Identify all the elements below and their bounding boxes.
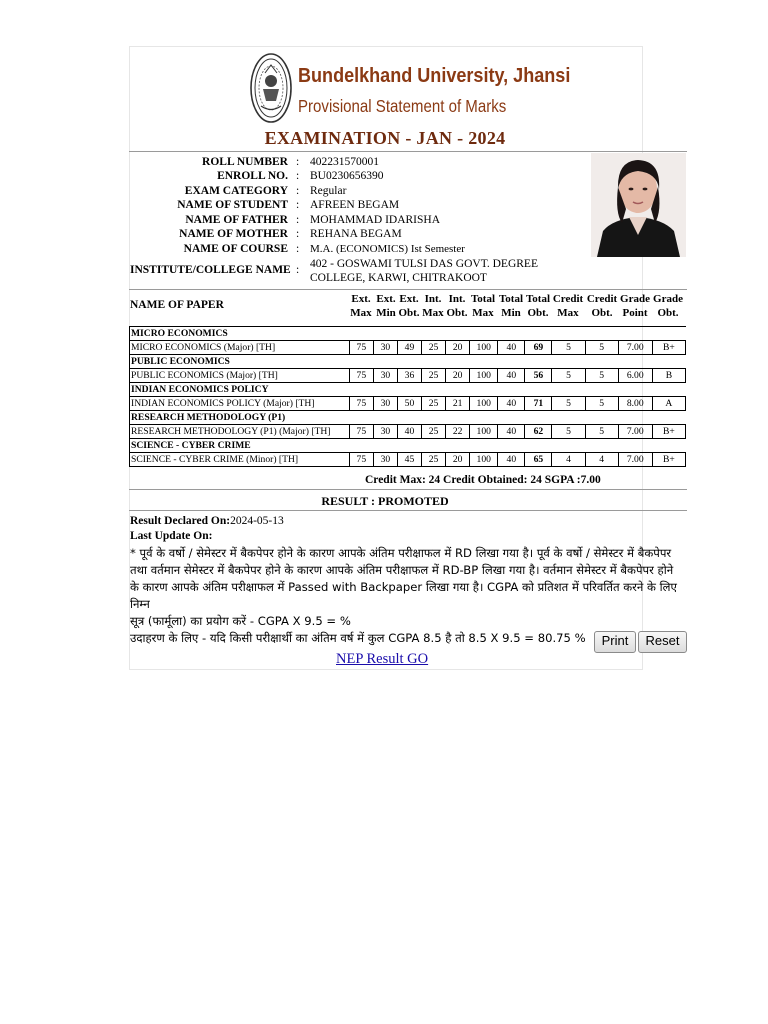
- column-header-credit-obt: Credit Obt.: [586, 293, 618, 319]
- note-line: उदाहरण के लिए - यदि किसी परीक्षार्थी का अंतिम वर्ष में कुल CGPA 8.5 है तो 8.5 X 9.5 = 80.75 %: [130, 631, 586, 645]
- mark-cell: 30: [373, 397, 397, 411]
- mark-cell: 25: [422, 397, 446, 411]
- info-colon: :: [296, 264, 300, 276]
- column-header-int-obt: Int. Obt.: [446, 293, 468, 319]
- column-header-credit-max: Credit Max: [552, 293, 584, 319]
- result-declared: [130, 515, 284, 527]
- mark-cell: 20: [446, 453, 470, 467]
- mark-cell: 25: [422, 425, 446, 439]
- statement-subtitle: Provisional Statement of Marks: [298, 96, 507, 116]
- mark-cell: 40: [498, 369, 525, 383]
- print-button[interactable]: Print: [594, 631, 636, 653]
- column-header-grade-point: Grade Point: [620, 293, 650, 319]
- last-update-label: Last Update On:: [130, 530, 213, 542]
- column-header-total-min: Total Min: [498, 293, 524, 319]
- mark-cell: B+: [652, 453, 685, 467]
- column-header-total-obt: Total Obt.: [525, 293, 551, 319]
- nep-result-link[interactable]: NEP Result GO: [336, 651, 429, 667]
- divider: [129, 489, 687, 490]
- column-header-int-max: Int. Max: [422, 293, 444, 319]
- info-label: NAME OF STUDENT: [177, 199, 288, 211]
- mark-cell: 30: [373, 369, 397, 383]
- note-line: सूत्र (फार्मूला) का प्रयोग करें - CGPA X 9.5 = %: [130, 614, 351, 628]
- column-header-total-max: Total Max: [470, 293, 496, 319]
- subject-group-name: PUBLIC ECONOMICS: [130, 355, 686, 369]
- mark-cell: 75: [349, 369, 373, 383]
- column-header-ext-min: Ext. Min: [376, 293, 396, 319]
- mark-cell: 21: [446, 397, 470, 411]
- paper-column-header: NAME OF PAPER: [130, 299, 224, 311]
- info-label: NAME OF COURSE: [183, 243, 288, 255]
- mark-cell: 62: [525, 425, 552, 439]
- info-value: REHANA BEGAM: [310, 228, 402, 240]
- column-header-grade-obt: Grade Obt.: [653, 293, 683, 319]
- mark-cell: 36: [397, 369, 421, 383]
- marks-table: [129, 326, 686, 467]
- paper-name: PUBLIC ECONOMICS (Major) [TH]: [130, 369, 350, 383]
- subject-group-name: SCIENCE - CYBER CRIME: [130, 439, 686, 453]
- marks-body: [130, 327, 686, 467]
- mark-cell: 8.00: [618, 397, 652, 411]
- mark-cell: B+: [652, 425, 685, 439]
- info-value: AFREEN BEGAM: [310, 199, 400, 211]
- mark-cell: 40: [498, 425, 525, 439]
- info-colon: :: [296, 199, 300, 211]
- info-label: NAME OF FATHER: [185, 214, 288, 226]
- divider: [129, 510, 687, 511]
- subject-group-row: [130, 327, 686, 341]
- note-line: * पूर्व के वर्षो / सेमेस्टर में बैकपेपर होने के कारण आपके अंतिम परीक्षाफल में RD लिखा गया है। पूर्व के वर्षो / सेमेस्टर में बैकपेपर: [130, 546, 672, 560]
- mark-cell: 5: [552, 341, 585, 355]
- mark-cell: 5: [552, 397, 585, 411]
- mark-cell: 56: [525, 369, 552, 383]
- credit-summary: Credit Max: 24 Credit Obtained: 24 SGPA :7.00: [365, 474, 601, 486]
- info-colon: :: [296, 214, 300, 226]
- info-label: EXAM CATEGORY: [184, 185, 288, 197]
- subject-group-row: [130, 411, 686, 425]
- institute-line-1: 402 - GOSWAMI TULSI DAS GOVT. DEGREE: [310, 258, 538, 270]
- info-label: NAME OF MOTHER: [179, 228, 288, 240]
- mark-cell: 75: [349, 425, 373, 439]
- info-value: 402231570001: [310, 156, 379, 168]
- marks-header: [129, 290, 687, 324]
- mark-cell: 65: [525, 453, 552, 467]
- mark-cell: 5: [585, 425, 618, 439]
- mark-cell: 40: [498, 341, 525, 355]
- info-label: ENROLL NO.: [217, 170, 288, 182]
- university-seal-icon: [249, 51, 293, 125]
- mark-cell: 5: [585, 341, 618, 355]
- column-header-ext-obt: Ext. Obt.: [398, 293, 420, 319]
- mark-cell: A: [652, 397, 685, 411]
- info-value: Regular: [310, 185, 347, 197]
- mark-cell: 4: [552, 453, 585, 467]
- mark-cell: 69: [525, 341, 552, 355]
- mark-cell: B: [652, 369, 685, 383]
- mark-cell: 30: [373, 341, 397, 355]
- mark-cell: 5: [585, 397, 618, 411]
- info-value: BU0230656390: [310, 170, 384, 182]
- divider: [129, 151, 687, 152]
- mark-cell: 5: [585, 369, 618, 383]
- column-header-ext-max: Ext. Max: [350, 293, 372, 319]
- info-label: INSTITUTE/COLLEGE NAME: [130, 264, 291, 276]
- info-value: MOHAMMAD IDARISHA: [310, 214, 441, 226]
- table-row: [130, 397, 686, 411]
- mark-cell: 100: [470, 369, 498, 383]
- reset-button[interactable]: Reset: [638, 631, 687, 653]
- info-colon: :: [296, 156, 300, 168]
- paper-name: MICRO ECONOMICS (Major) [TH]: [130, 341, 350, 355]
- table-row: [130, 369, 686, 383]
- mark-cell: 6.00: [618, 369, 652, 383]
- subject-group-row: [130, 355, 686, 369]
- subject-group-row: [130, 383, 686, 397]
- mark-cell: 5: [552, 425, 585, 439]
- mark-cell: 45: [397, 453, 421, 467]
- student-photo: [591, 153, 686, 257]
- result-status: RESULT : PROMOTED: [321, 494, 449, 508]
- info-colon: :: [296, 228, 300, 240]
- mark-cell: 75: [349, 341, 373, 355]
- mark-cell: 71: [525, 397, 552, 411]
- table-row: [130, 341, 686, 355]
- mark-cell: 50: [397, 397, 421, 411]
- paper-name: RESEARCH METHODOLOGY (P1) (Major) [TH]: [130, 425, 350, 439]
- mark-cell: 40: [397, 425, 421, 439]
- mark-cell: 25: [422, 369, 446, 383]
- university-name: Bundelkhand University, Jhansi: [298, 64, 571, 87]
- mark-cell: 30: [373, 425, 397, 439]
- info-colon: :: [296, 170, 300, 182]
- info-colon: :: [296, 243, 300, 255]
- mark-cell: 75: [349, 397, 373, 411]
- mark-cell: 49: [397, 341, 421, 355]
- info-value: M.A. (ECONOMICS) Ist Semester: [310, 243, 465, 255]
- mark-cell: 4: [585, 453, 618, 467]
- table-row: [130, 425, 686, 439]
- subject-group-name: INDIAN ECONOMICS POLICY: [130, 383, 686, 397]
- declared-label: Result Declared On:: [130, 515, 231, 527]
- paper-name: INDIAN ECONOMICS POLICY (Major) [TH]: [130, 397, 350, 411]
- mark-cell: 7.00: [618, 453, 652, 467]
- mark-cell: 75: [349, 453, 373, 467]
- note-line: तथा वर्तमान सेमेस्टर में बैकपेपर होने के कारण आपके अंतिम परीक्षाफल में RD-BP लिखा गया है। वर्तमान सेमेस्टर में बैकपेपर होने: [130, 563, 674, 577]
- mark-cell: 30: [373, 453, 397, 467]
- mark-cell: 5: [552, 369, 585, 383]
- mark-cell: 20: [446, 341, 470, 355]
- mark-cell: 22: [446, 425, 470, 439]
- paper-name: SCIENCE - CYBER CRIME (Minor) [TH]: [130, 453, 350, 467]
- info-colon: :: [296, 185, 300, 197]
- institute-line-2: COLLEGE, KARWI, CHITRAKOOT: [310, 272, 487, 284]
- mark-cell: 100: [470, 453, 498, 467]
- mark-cell: 20: [446, 369, 470, 383]
- subject-group-name: MICRO ECONOMICS: [130, 327, 686, 341]
- mark-cell: 40: [498, 453, 525, 467]
- subject-group-row: [130, 439, 686, 453]
- mark-cell: 7.00: [618, 425, 652, 439]
- mark-cell: 25: [422, 341, 446, 355]
- note-line: के कारण आपके अंतिम परीक्षाफल में Passed with Backpaper लिखा गया है। CGPA को प्रतिशत में परिवर्तित करने के लिए निम्न: [130, 580, 677, 611]
- mark-cell: 7.00: [618, 341, 652, 355]
- mark-cell: 40: [498, 397, 525, 411]
- table-row: [130, 453, 686, 467]
- declared-date: 2024-05-13: [230, 515, 284, 527]
- subject-group-name: RESEARCH METHODOLOGY (P1): [130, 411, 686, 425]
- mark-cell: 100: [470, 425, 498, 439]
- mark-cell: B+: [652, 341, 685, 355]
- mark-cell: 25: [422, 453, 446, 467]
- mark-cell: 100: [470, 397, 498, 411]
- info-label: ROLL NUMBER: [202, 156, 288, 168]
- mark-cell: 100: [470, 341, 498, 355]
- exam-title: EXAMINATION - JAN - 2024: [264, 128, 506, 148]
